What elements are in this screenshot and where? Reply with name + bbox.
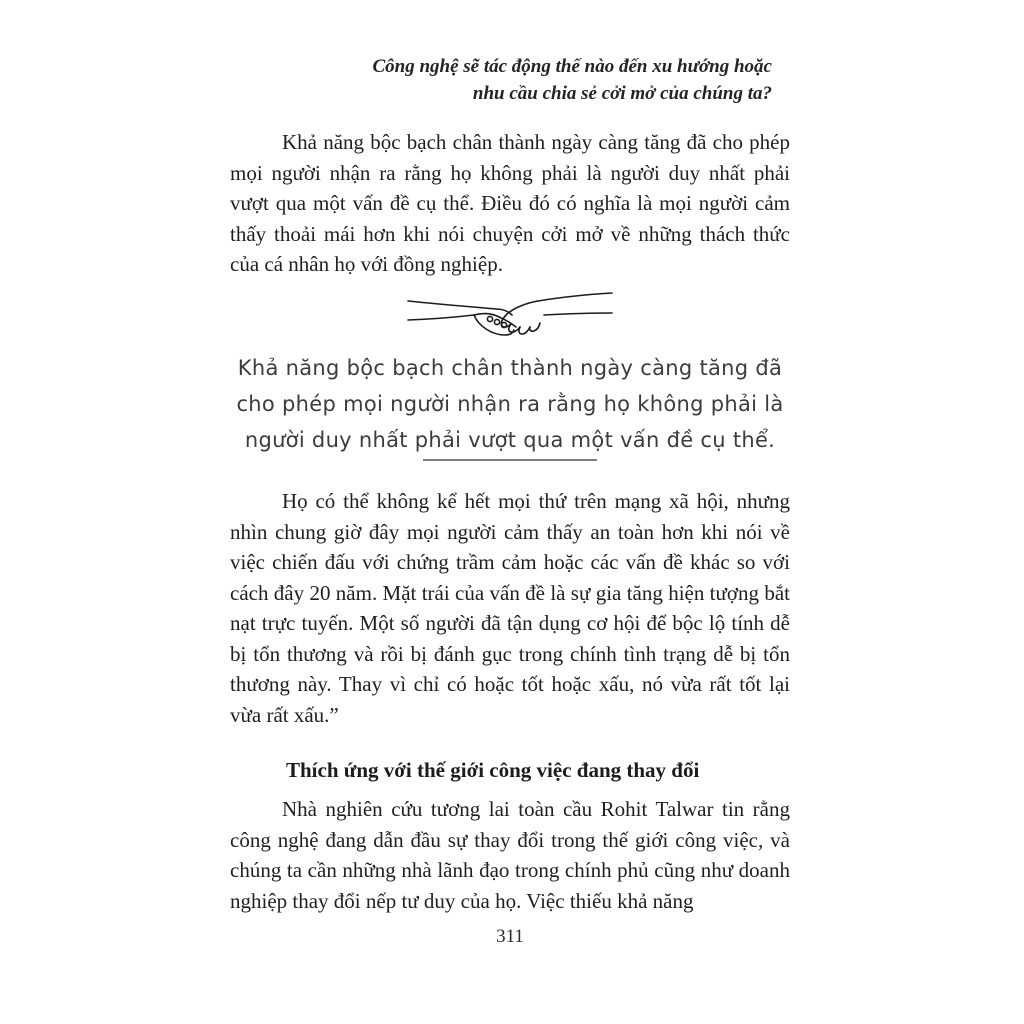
page-number: 311 [496,926,524,947]
divider-rule [423,459,597,461]
running-header [230,53,790,107]
running-header-line1: Công nghệ sẽ tác động thế nào đến xu hướng hoặc [372,56,772,77]
handshake-icon [405,286,615,340]
divider [230,459,790,461]
section-heading: Thích ứng với thế giới công việc đang thay đổi [286,758,700,782]
pull-quote: Khả năng bộc bạch chân thành ngày càng tăng đã cho phép mọi người nhận ra rằng họ không phải là người duy nhất phải vượt qua một vấn đề cụ thể. [236,356,784,452]
paragraph-3: Nhà nghiên cứu tương lai toàn cầu Rohit Talwar tin rằng công nghệ đang dẫn đầu sự thay đổi trong thế giới công việc, và chúng ta cần những nhà lãnh đạo trong chính phủ cũng như doanh nghiệp thay đổi nếp tư duy của họ. Việc thiếu khả năng [230,797,790,913]
handshake-illustration [230,286,790,345]
paragraph-2: Họ có thể không kể hết mọi thứ trên mạng xã hội, nhưng nhìn chung giờ đây mọi người cảm thấy an toàn hơn khi nói về việc chiến đấu với chứng trầm cảm hoặc các vấn đề khác so với cách đây 20 năm. Mặt trái của vấn đề là sự gia tăng hiện tượng bắt nạt trực tuyến. Một số người đã tận dụng cơ hội để bộc lộ tính dễ bị tổn thương và rồi bị đánh gục trong chính tình trạng dễ bị tổn thương này. Thay vì chỉ có hoặc tốt hoặc xấu, nó vừa rất tốt lại vừa rất xấu.” [230,489,790,727]
running-header-line2: nhu cầu chia sẻ cởi mở của chúng ta? [472,83,772,104]
paragraph-1: Khả năng bộc bạch chân thành ngày càng tăng đã cho phép mọi người nhận ra rằng họ không phải là người duy nhất phải vượt qua một vấn đề cụ thể. Điều đó có nghĩa là mọi người cảm thấy thoải mái hơn khi nói chuyện cởi mở về những thách thức của cá nhân họ với đồng nghiệp. [230,130,790,276]
